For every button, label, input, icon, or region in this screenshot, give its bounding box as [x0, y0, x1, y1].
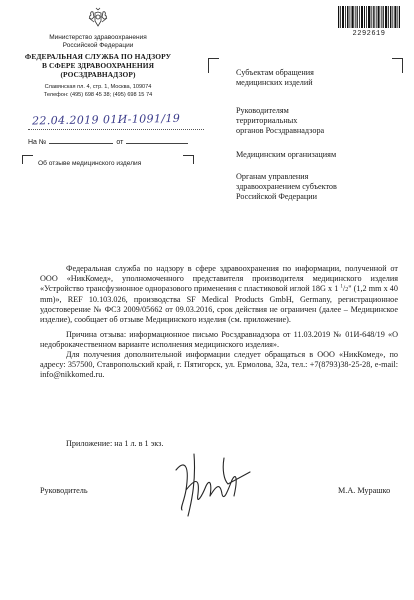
addressee-line: Органам управления: [236, 172, 309, 181]
addressee-line: Руководителям: [236, 106, 289, 115]
addressee-bracket-left: [208, 58, 219, 73]
addressee-block: [236, 68, 396, 88]
barcode: [338, 6, 400, 28]
fraction-denominator: 2: [345, 287, 349, 294]
fraction-slash: /: [342, 284, 346, 294]
addressee-block: [236, 106, 396, 137]
service-name: [18, 52, 178, 79]
subject-bracket-left: [22, 155, 33, 164]
service-address: [18, 84, 178, 99]
address-line: Телефон: (495) 698 45 38; (495) 698 15 74: [43, 91, 153, 98]
ministry-line: Министерство здравоохранения: [49, 34, 147, 41]
paragraph-notice: [40, 264, 398, 326]
service-line: В СФЕРЕ ЗДРАВООХРАНЕНИЯ: [41, 61, 155, 70]
service-line: ФЕДЕРАЛЬНАЯ СЛУЖБА ПО НАДЗОРУ: [24, 52, 172, 61]
body-text: [40, 264, 398, 380]
fraction-numerator: 1: [340, 284, 343, 290]
addressee-block: [236, 150, 396, 160]
addressee-line: территориальных: [236, 116, 298, 126]
paragraph-reason: Причина отзыва: информационное письмо Росздравнадзора от 11.03.2019 № 01И-648/19 «О недоброкачественном варианте исполнения медицинского изделия».: [40, 329, 398, 349]
addressee-line: Субъектам обращения: [236, 68, 314, 77]
service-line: (РОСЗДРАВНАДЗОР): [60, 70, 136, 79]
barcode-number: 2292619: [352, 30, 386, 38]
addressee-block: [236, 172, 396, 203]
ot-label: от: [116, 139, 124, 146]
signatory-name: М.А. Мурашко: [338, 486, 391, 495]
ministry-name: [18, 34, 178, 50]
addressee-line: здравоохранением субъектов: [236, 182, 337, 192]
na-label: На №: [28, 139, 47, 146]
ot-field-line: [126, 137, 188, 144]
subject-bracket-right: [183, 155, 194, 164]
notice-text: Федеральная служба по надзору в сфере здравоохранения по информации, полученной от ООО «НикКомед», уполномоченного представителя производителя медицинского изделия «Устройство трансфузионное одноразового применения с пластиковой иглой 18G x 1: [40, 264, 398, 294]
address-line: Славянская пл. 4, стр. 1, Москва, 109074: [44, 84, 152, 90]
notice-text-rest: " (1,2 mm x 40 mm)», REF 10.103.026, производства SF Medical Products GmbH, Germany, регистрационное удостоверение № ФСЗ 2009/05662 от 09.03.2016, срок действия не ограничен (далее – Медицинское изделие), сообщает об отзыве Медицинского изделия (см. приложение).: [40, 284, 398, 325]
handwritten-signature: [166, 450, 256, 520]
na-field-line: [49, 137, 113, 144]
ministry-line: Российской Федерации: [62, 42, 134, 49]
addressee-line: медицинских изделий: [236, 78, 313, 88]
reference-row: [28, 137, 188, 146]
subject-line: Об отзыве медицинского изделия: [38, 160, 142, 167]
double-headed-eagle-emblem-icon: [86, 6, 110, 30]
handwritten-date-number: 22.04.2019 01И-1091/19: [31, 111, 181, 128]
appendix-note: Приложение: на 1 л. в 1 экз.: [66, 439, 164, 448]
paragraph-contact: Для получения дополнительной информации следует обращаться в ООО «НикКомед», по адресу: 357500, Ставропольский край, г. Пятигорск, ул. Ермолова, 32а, тел.: +7(8793)38-25-28, e-mail: info@nikkomed.ru.: [40, 349, 398, 379]
addressee-line: Российской Федерации: [236, 192, 318, 202]
signatory-role: Руководитель: [40, 486, 88, 495]
addressee-line: органов Росздравнадзора: [236, 126, 325, 136]
date-number-underline: [28, 129, 204, 130]
addressee-line: Медицинским организациям: [236, 150, 337, 159]
